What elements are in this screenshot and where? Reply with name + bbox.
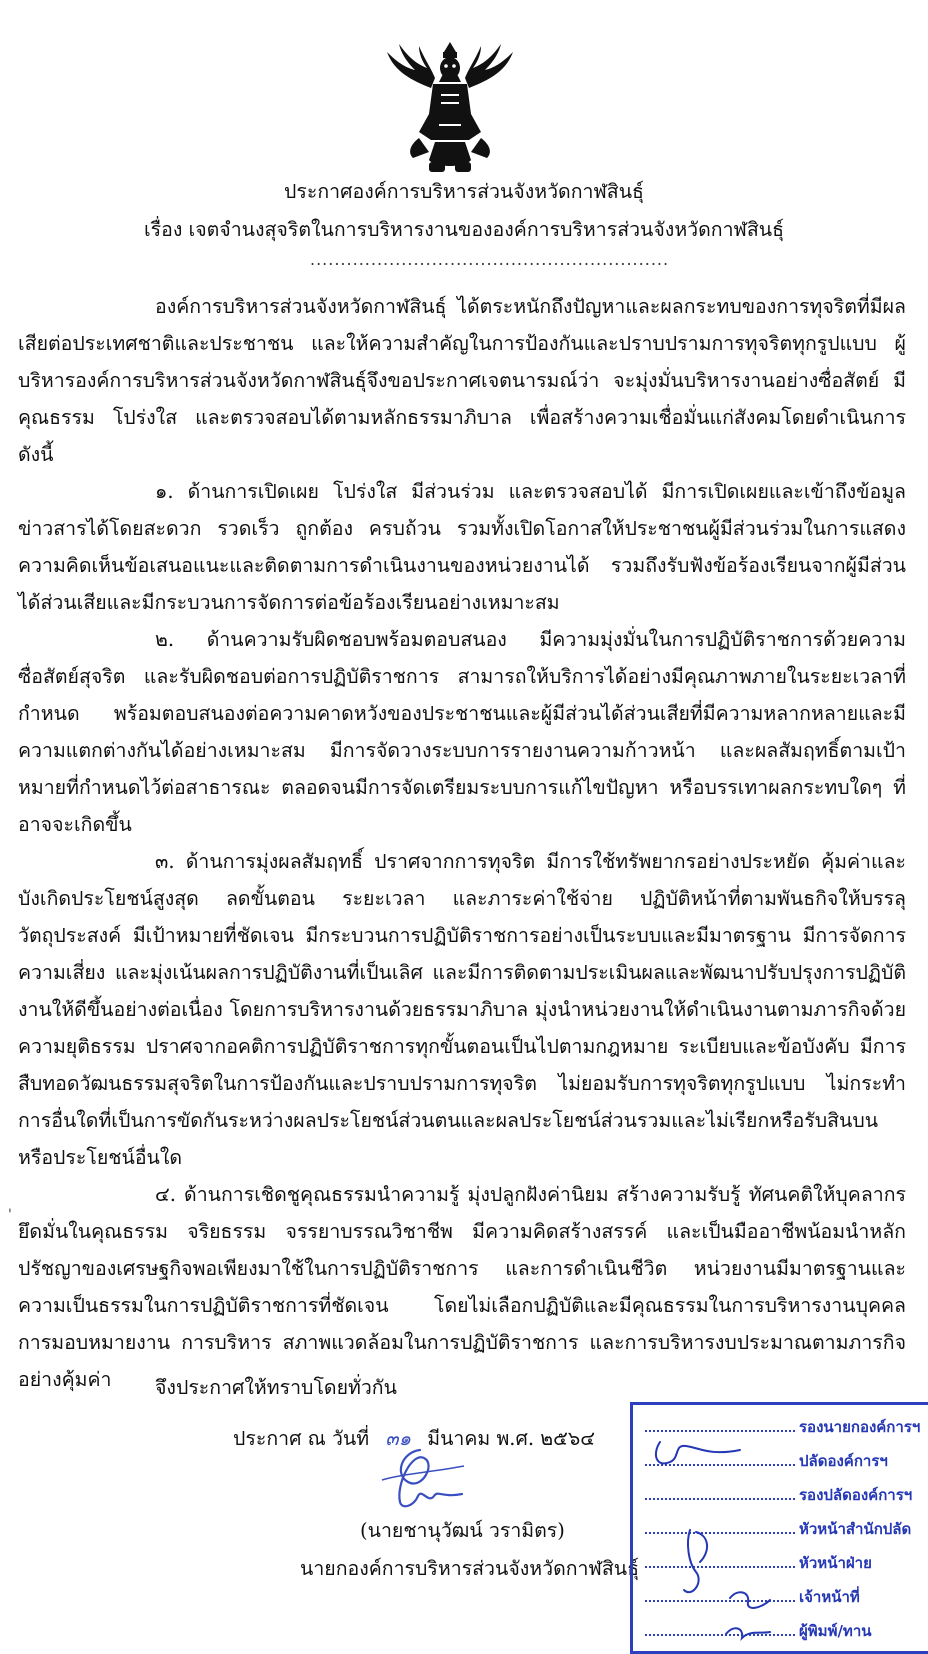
stamp-row (645, 1449, 928, 1479)
date-day: ๓๑ (385, 1427, 412, 1450)
stamp-row-label: หัวหน้าสำนักปลัด (799, 1520, 912, 1538)
signer-position: นายกองค์การบริหารส่วนจังหวัดกาฬสินธุ์ (300, 1557, 639, 1580)
stamp-row-label: หัวหน้าฝ่าย (799, 1554, 872, 1572)
date-suffix: มีนาคม พ.ศ. ๒๕๖๔ (427, 1427, 596, 1450)
clause-3-paragraph: ๓. ด้านการมุ่งผลสัมฤทธิ์ ปราศจากการทุจริต มีการใช้ทรัพยากรอย่างประหยัด คุ้มค่าและบังเกิดประโยชน์สูงสุด ลดขั้นตอน ระยะเวลา และภาระค่าใช้จ่าย ปฏิบัติหน้าที่ตามพันธกิจให้บรรลุวัตถุประสงค์ มีเป้าหมายที่ชัดเจน มีกระบวนการปฏิบัติราชการอย่างเป็นระบบและมีมาตรฐาน มีการจัดการความเสี่ยง และมุ่งเน้นผลการปฏิบัติงานที่เป็นเลิศ และมีการติดตามประเมินผลและพัฒนาปรับปรุงการปฏิบัติงานให้ดีขึ้นอย่างต่อเนื่อง โดยการบริหารงานด้วยธรรมาภิบาล มุ่งนำหน่วยงานให้ดำเนินงานตามภารกิจด้วยความยุติธรรม ปราศจากอคติการปฏิบัติราชการทุกขั้นตอนเป็นไปตามกฎหมาย ระเบียบและข้อบังคับ มีการสืบทอดวัฒนธรรมสุจริตในการป้องกันและปราบปรามการทุจริต ไม่ยอมรับการทุจริตทุกรูปแบบ ไม่กระทำการอื่นใดที่เป็นการขัดกันระหว่างผลประโยชน์ส่วนตนและผลประโยชน์ส่วนรวมและไม่เรียกหรือรับสินบน หรือประโยชน์อื่นใด (18, 850, 906, 1169)
announcement-subject: เรื่อง เจตจำนงสุจริตในการบริหารงานขององค์การบริหารส่วนจังหวัดกาฬสินธุ์ (143, 218, 785, 241)
intro-paragraph: องค์การบริหารส่วนจังหวัดกาฬสินธุ์ ได้ตระหนักถึงปัญหาและผลกระทบของการทุจริตที่มีผลเสียต่อประเทศชาติและประชาชน และให้ความสำคัญในการป้องกันและปราบปรามการทุจริตทุกรูปแบบ ผู้บริหารองค์การบริหารส่วนจังหวัดกาฬสินธุ์จึงขอประกาศเจตนารมณ์ว่า จะมุ่งมั่นบริหารงานอย่างซื่อสัตย์ มีคุณธรรม โปร่งใส และตรวจสอบได้ตามหลักธรรมาภิบาล เพื่อสร้างความเชื่อมั่นแก่สังคมโดยดำเนินการ ดังนี้ (18, 295, 906, 466)
clause-2-paragraph: ๒. ด้านความรับผิดชอบพร้อมตอบสนอง มีความมุ่งมั่นในการปฏิบัติราชการด้วยความซื่อสัตย์สุจริต และรับผิดชอบต่อการปฏิบัติราชการ สามารถให้บริการได้อย่างมีคุณภาพภายในระยะเวลาที่กำหนด พร้อมตอบสนองต่อความคาดหวังของประชาชนและผู้มีส่วนได้ส่วนเสียที่มีความหลากหลายและมีความแตกต่างกันได้อย่างเหมาะสม มีการจัดวางระบบการรายงานความก้าวหน้า และผลสัมฤทธิ์ตามเป้าหมายที่กำหนดไว้ต่อสาธารณะ ตลอดจนมีการจัดเตรียมระบบการแก้ไขปัญหา หรือบรรเทาผลกระทบใดๆ ที่อาจจะเกิดขึ้น (18, 628, 906, 836)
announcement-body (18, 288, 906, 1398)
clause-4-paragraph: ๔. ด้านการเชิดชูคุณธรรมนำความรู้ มุ่งปลูกฝังค่านิยม สร้างความรับรู้ ทัศนคติให้บุคลากรยึดมั่นในคุณธรรม จริยธรรม จรรยาบรรณวิชาชีพ มีความคิดสร้างสรรค์ และเป็นมืออาชีพน้อมนำหลักปรัชญาของเศรษฐกิจพอเพียงมาใช้ในการปฏิบัติราชการ และการดำเนินชีวิต หน่วยงานมีมาตรฐานและความเป็นธรรมในการปฏิบัติราชการที่ชัดเจน โดยไม่เลือกปฏิบัติและมีคุณธรรมในการบริหารงานบุคคล การมอบหมายงาน การบริหาร สภาพแวดล้อมในการปฏิบัติราชการ และการบริหารงบประมาณตามภารกิจอย่างคุ้มค่า (18, 1183, 906, 1391)
stamp-row (645, 1551, 928, 1581)
stamp-row-label: เจ้าหน้าที่ (799, 1588, 860, 1606)
stamp-row-label: รองปลัดองค์การฯ (799, 1486, 913, 1504)
title-separator: ........................................................... (310, 250, 670, 269)
stamp-row (645, 1585, 928, 1615)
stamp-row-label: ปลัดองค์การฯ (799, 1452, 888, 1470)
margin-mark: ' (8, 1207, 12, 1223)
announcement-title: ประกาศองค์การบริหารส่วนจังหวัดกาฬสินธุ์ (284, 180, 644, 203)
routing-stamp (630, 1402, 928, 1654)
stamp-row (645, 1517, 928, 1547)
stamp-row (645, 1415, 928, 1445)
signer-name: (นายชานุวัฒน์ วรามิตร) (360, 1519, 565, 1542)
garuda-emblem-icon (385, 38, 515, 176)
stamp-row (645, 1483, 928, 1513)
stamp-row-label: รองนายกองค์การฯ (799, 1418, 921, 1436)
closing-statement: จึงประกาศให้ทราบโดยทั่วกัน (155, 1376, 397, 1399)
clause-1-paragraph: ๑. ด้านการเปิดเผย โปร่งใส มีส่วนร่วม และตรวจสอบได้ มีการเปิดเผยและเข้าถึงข้อมูลข่าวสารได้โดยสะดวก รวดเร็ว ถูกต้อง ครบถ้วน รวมทั้งเปิดโอกาสให้ประชาชนผู้มีส่วนร่วมในการแสดงความคิดเห็นข้อเสนอแนะและติดตามการดำเนินงานของหน่วยงานได้ รวมถึงรับฟังข้อร้องเรียนจากผู้มีส่วนได้ส่วนเสียและมีกระบวนการจัดการต่อข้อร้องเรียนอย่างเหมาะสม (18, 480, 906, 614)
date-prefix: ประกาศ ณ วันที่ (233, 1427, 370, 1450)
stamp-row (645, 1619, 928, 1649)
signature-mark (372, 1444, 472, 1516)
stamp-row-label: ผู้พิมพ์/ทาน (799, 1622, 872, 1640)
